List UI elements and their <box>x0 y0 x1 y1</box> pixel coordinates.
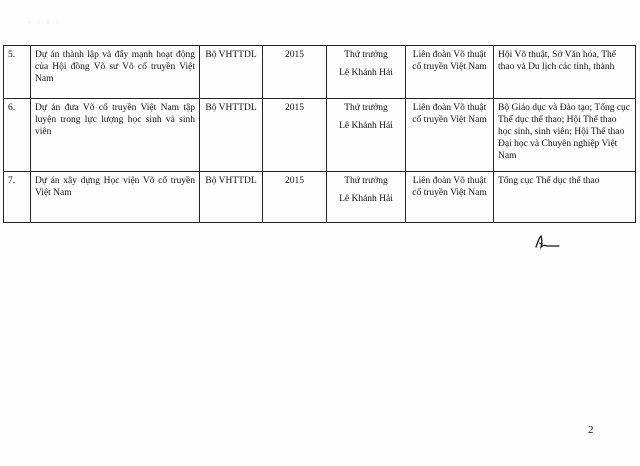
table-row <box>4 46 636 99</box>
person-title: Thứ trưởng <box>344 103 388 113</box>
person-name: Lê Khánh Hải <box>339 121 393 131</box>
lead-agency: Bộ VHTTDL <box>200 172 263 223</box>
host-organization: Liên đoàn Võ thuật cổ truyền Việt Nam <box>406 172 494 223</box>
table-row <box>4 99 636 172</box>
person-title: Thứ trưởng <box>344 176 388 186</box>
year: 2015 <box>263 172 327 223</box>
lead-agency: Bộ VHTTDL <box>200 99 263 172</box>
page-number: 2 <box>588 424 594 436</box>
row-number: 7. <box>4 172 31 223</box>
table-row <box>4 172 636 223</box>
person-title: Thứ trưởng <box>344 50 388 60</box>
host-organization: Liên đoàn Võ thuật cổ truyền Việt Nam <box>406 46 494 99</box>
responsible-person <box>327 99 406 172</box>
responsible-person <box>327 46 406 99</box>
person-name: Lê Khánh Hải <box>339 194 393 204</box>
project-table <box>3 45 636 223</box>
cooperating-units: Hội Võ thuật, Sở Văn hóa, Thể thao và Du lịch các tỉnh, thành <box>494 46 636 99</box>
row-number: 5. <box>4 46 31 99</box>
project-name: Dự án thành lập và đẩy mạnh hoạt động của Hội đồng Võ sư Võ cổ truyền Việt Nam <box>31 46 200 99</box>
year: 2015 <box>263 99 327 172</box>
row-number: 6. <box>4 99 31 172</box>
faint-header-marks: · · · · <box>28 20 62 26</box>
project-name: Dự án xây dựng Học viện Võ cổ truyền Việt Nam <box>31 172 200 223</box>
person-name: Lê Khánh Hải <box>339 68 393 78</box>
lead-agency: Bộ VHTTDL <box>200 46 263 99</box>
cooperating-units: Tổng cục Thể dục thể thao <box>494 172 636 223</box>
year: 2015 <box>263 46 327 99</box>
host-organization: Liên đoàn Võ thuật cổ truyền Việt Nam <box>406 99 494 172</box>
cooperating-units: Bộ Giáo dục và Đào tạo; Tổng cục Thể dục thể thao; Hội Thể thao học sinh, sinh viên; Hội Thể thao Đại học và Chuyên nghiệp Việt Nam <box>494 99 636 172</box>
project-name: Dự án đưa Võ cổ truyền Việt Nam tập luyện trong lực lượng học sinh và sinh viên <box>31 99 200 172</box>
responsible-person <box>327 172 406 223</box>
initials-signature <box>531 233 561 258</box>
